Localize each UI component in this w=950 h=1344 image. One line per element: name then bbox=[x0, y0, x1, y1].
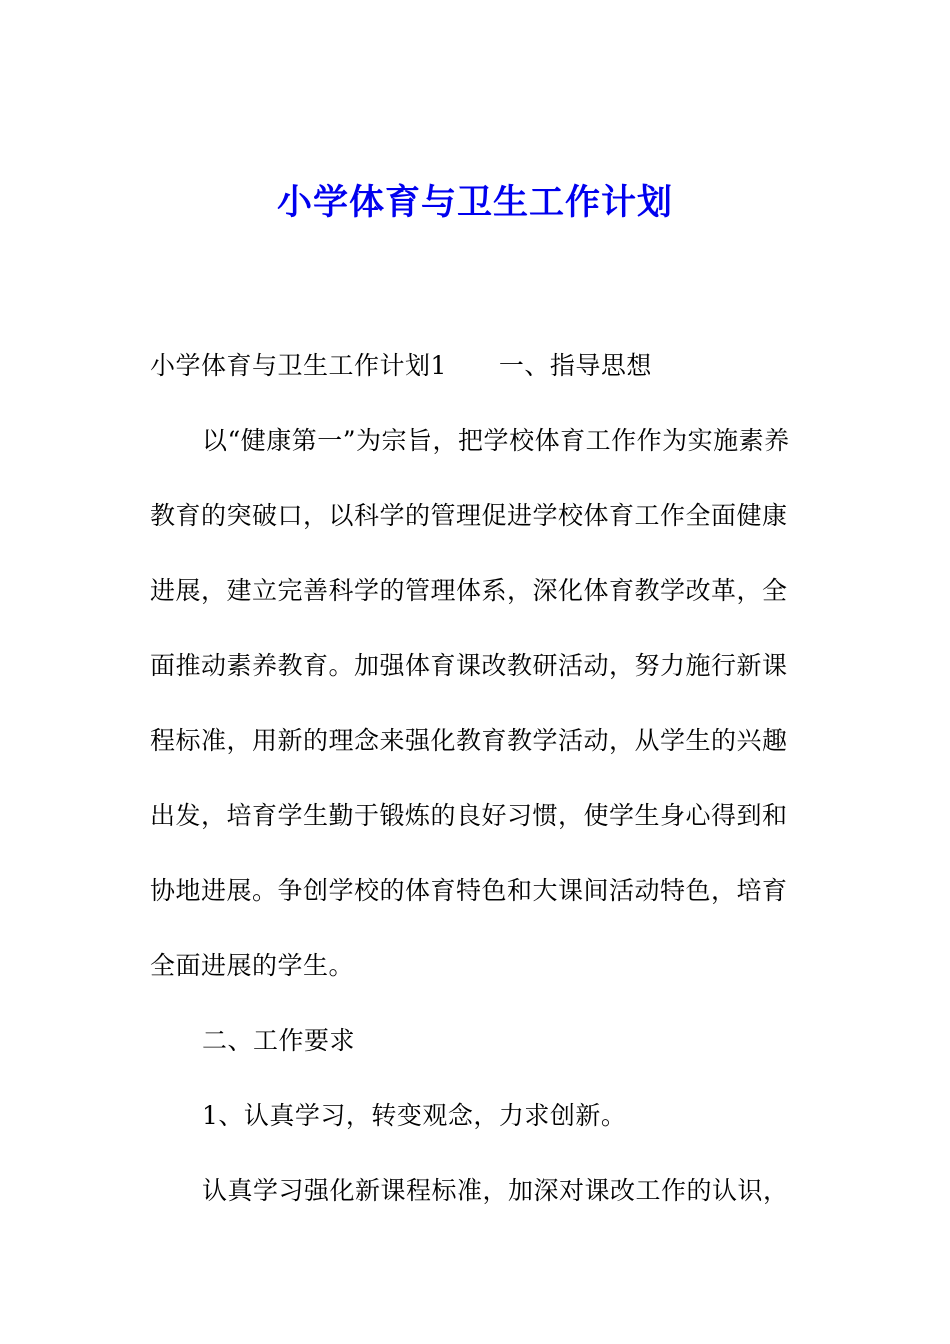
list-item-study: 1、认真学习，转变观念，力求创新。 bbox=[202, 1101, 627, 1130]
first-line bbox=[150, 328, 798, 403]
section-label: 小学体育与卫生工作计划1 bbox=[150, 351, 447, 380]
paragraph-guiding-thought: 以“健康第一”为宗旨，把学校体育工作作为实施素养教育的突破口，以科学的管理促进学校体育工作全面健康进展，建立完善科学的管理体系，深化体育教学改革，全面推动素养教育。加强体育课改教研活动，努力施行新课程标准，用新的理念来强化教育教学活动，从学生的兴趣出发，培育学生勤于锻炼的良好习惯，使学生身心得到和协地进展。争创学校的体育特色和大课间活动特色，培育全面进展的学生。 bbox=[150, 426, 790, 980]
paragraph-study: 认真学习强化新课程标准，加深对课改工作的认识， bbox=[202, 1176, 789, 1205]
document-title: 小学体育与卫生工作计划 bbox=[276, 183, 673, 223]
heading-work-requirements: 二、工作要求 bbox=[202, 1026, 356, 1055]
heading-guiding-thought: 一、指导思想 bbox=[498, 351, 652, 380]
document-body bbox=[150, 328, 798, 1228]
